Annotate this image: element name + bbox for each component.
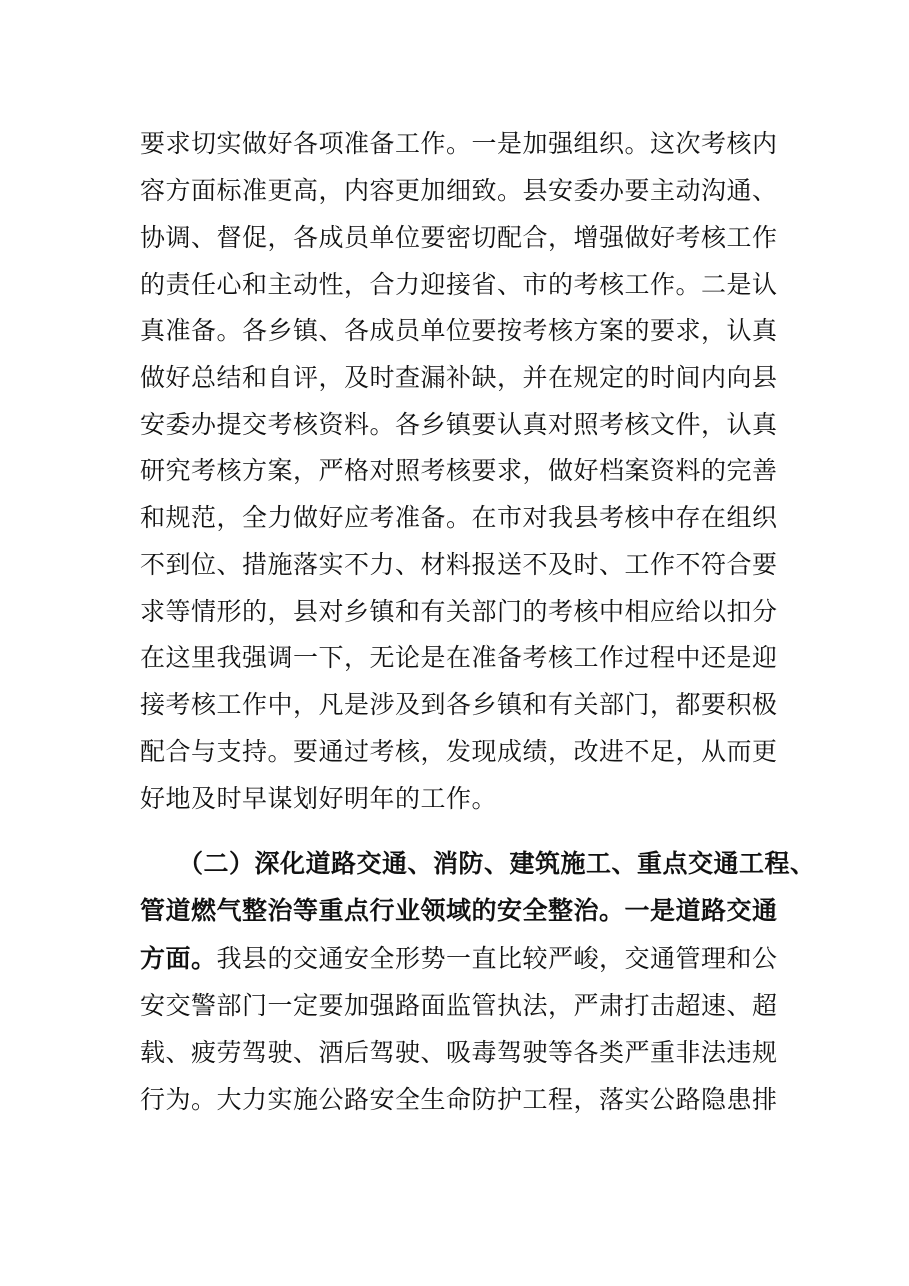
paragraph-line: 接考核工作中，凡是涉及到各乡镇和有关部门，都要积极 bbox=[140, 690, 778, 719]
paragraph-line: 不到位、措施落实不力、材料报送不及时、工作不符合要 bbox=[140, 550, 778, 579]
paragraph-line: 的责任心和主动性，合力迎接省、市的考核工作。二是认 bbox=[140, 270, 778, 299]
paragraph-line: 安交警部门一定要加强路面监管执法，严肃打击超速、超 bbox=[140, 991, 778, 1020]
section-heading-line: （二）深化道路交通、消防、建筑施工、重点交通工程、 bbox=[178, 849, 816, 878]
section-heading-line: 管道燃气整治等重点行业领域的安全整治。一是道路交通 bbox=[140, 896, 778, 925]
section-mixed-line bbox=[140, 939, 780, 979]
paragraph-text: 我县的交通安全形势一直比较严峻，交通管理和公 bbox=[216, 944, 778, 973]
paragraph-line: 做好总结和自评，及时查漏补缺，并在规定的时间内向县 bbox=[140, 363, 778, 392]
paragraph-line: 要求切实做好各项准备工作。一是加强组织。这次考核内 bbox=[140, 129, 778, 158]
paragraph-line: 行为。大力实施公路安全生命防护工程，落实公路隐患排 bbox=[140, 1085, 778, 1114]
paragraph-line: 真准备。各乡镇、各成员单位要按考核方案的要求，认真 bbox=[140, 316, 778, 345]
paragraph-line: 容方面标准更高，内容更加细致。县安委办要主动沟通、 bbox=[140, 176, 778, 205]
paragraph-line: 安委办提交考核资料。各乡镇要认真对照考核文件，认真 bbox=[140, 410, 778, 439]
paragraph-line: 在这里我强调一下，无论是在准备考核工作过程中还是迎 bbox=[140, 643, 778, 672]
paragraph-line: 求等情形的，县对乡镇和有关部门的考核中相应给以扣分 bbox=[140, 597, 778, 626]
paragraph-line: 研究考核方案，严格对照考核要求，做好档案资料的完善 bbox=[140, 456, 778, 485]
paragraph-line: 载、疲劳驾驶、酒后驾驶、吸毒驾驶等各类严重非法违规 bbox=[140, 1038, 778, 1067]
section-subheading: 方面。 bbox=[140, 944, 217, 973]
paragraph-line: 协调、督促，各成员单位要密切配合，增强做好考核工作 bbox=[140, 223, 778, 252]
paragraph-line: 配合与支持。要通过考核，发现成绩，改进不足，从而更 bbox=[140, 737, 778, 766]
paragraph-line: 和规范，全力做好应考准备。在市对我县考核中存在组织 bbox=[140, 503, 778, 532]
paragraph-line: 好地及时早谋划好明年的工作。 bbox=[140, 784, 498, 813]
